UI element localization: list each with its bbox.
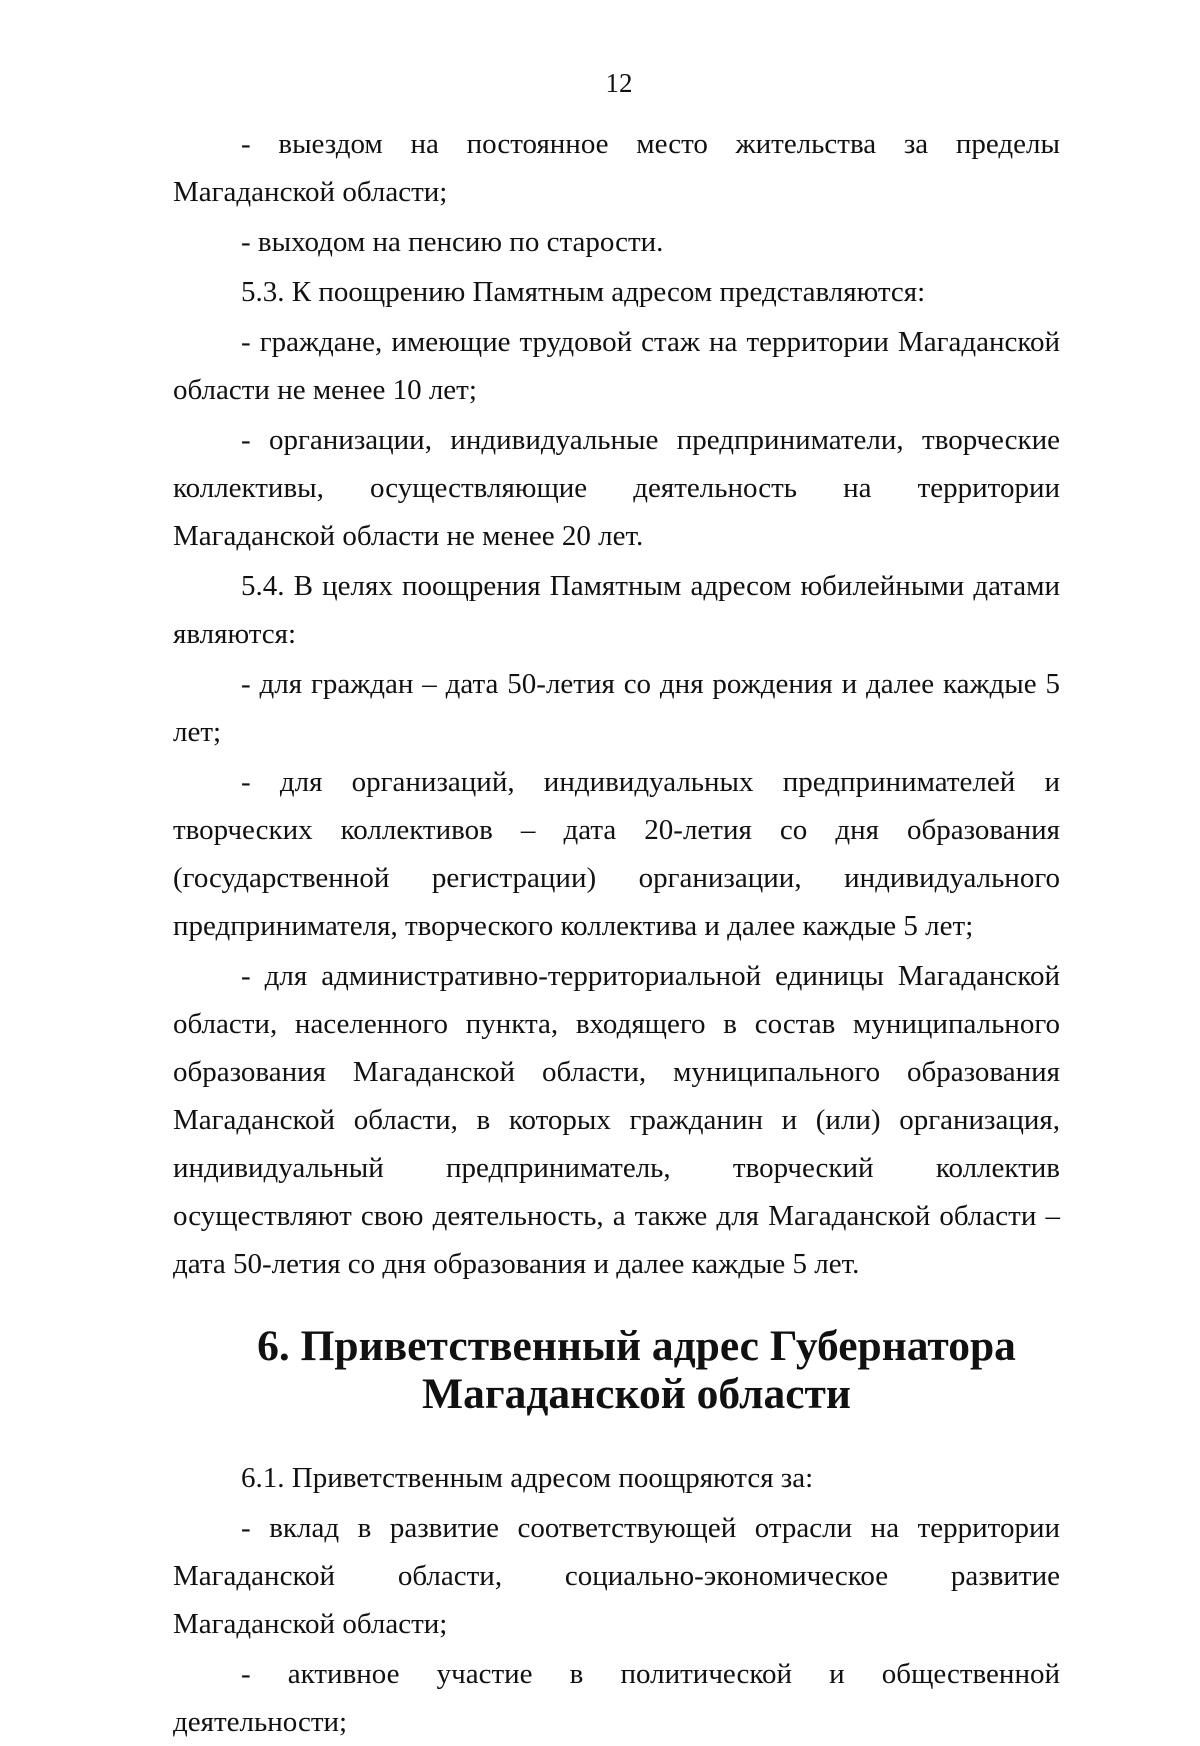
paragraph-territorial-jubilee: - для административно-территориальной единицы Магаданской области, населенного пункта, входящего в состав муниципального образования Магаданской области, муниципального образования Магаданской области, в которых гражданин и (или) организация, индивидуальный предприниматель, творческий коллектив осуществляют свою деятельность, а также для Магаданской области – дата 50-летия со дня образования и далее каждые 5 лет. bbox=[173, 960, 1060, 1280]
paragraph-organizations-jubilee: - для организаций, индивидуальных предпринимателей и творческих коллективов – дата 20-летия со дня образования (государственной регистрации) организации, индивидуального предпринимателя, творческого коллектива и далее каждые 5 лет; bbox=[173, 766, 1060, 942]
paragraph-departure: - выездом на постоянное место жительства за пределы Магаданской области; bbox=[173, 128, 1060, 208]
paragraph-industry-contribution: - вклад в развитие соответствующей отрасли на территории Магаданской области, социально-экономическое развитие Магаданской области; bbox=[173, 1512, 1060, 1640]
paragraph-citizens-jubilee: - для граждан – дата 50-летия со дня рождения и далее каждые 5 лет; bbox=[173, 668, 1060, 748]
paragraph-organizations-20-years: - организации, индивидуальные предприниматели, творческие коллективы, осуществляющие деятельность на территории Магаданской области не менее 20 лет. bbox=[173, 424, 1060, 552]
paragraph-5-3: 5.3. К поощрению Памятным адресом представляются: bbox=[241, 276, 926, 308]
document-body bbox=[173, 120, 1060, 1746]
paragraph-citizens-10-years: - граждане, имеющие трудовой стаж на территории Магаданской области не менее 10 лет; bbox=[173, 326, 1060, 406]
paragraph-5-4: 5.4. В целях поощрения Памятным адресом юбилейными датами являются: bbox=[173, 570, 1060, 650]
paragraph-retirement: - выходом на пенсию по старости. bbox=[241, 226, 664, 258]
section-heading-6: 6. Приветственный адрес Губернатора Магаданской области bbox=[257, 1322, 1016, 1418]
paragraph-political-activity: - активное участие в политической и общественной деятельности; bbox=[173, 1658, 1060, 1738]
paragraph-6-1: 6.1. Приветственным адресом поощряются за: bbox=[241, 1462, 814, 1494]
page-number: 12 bbox=[605, 68, 633, 98]
